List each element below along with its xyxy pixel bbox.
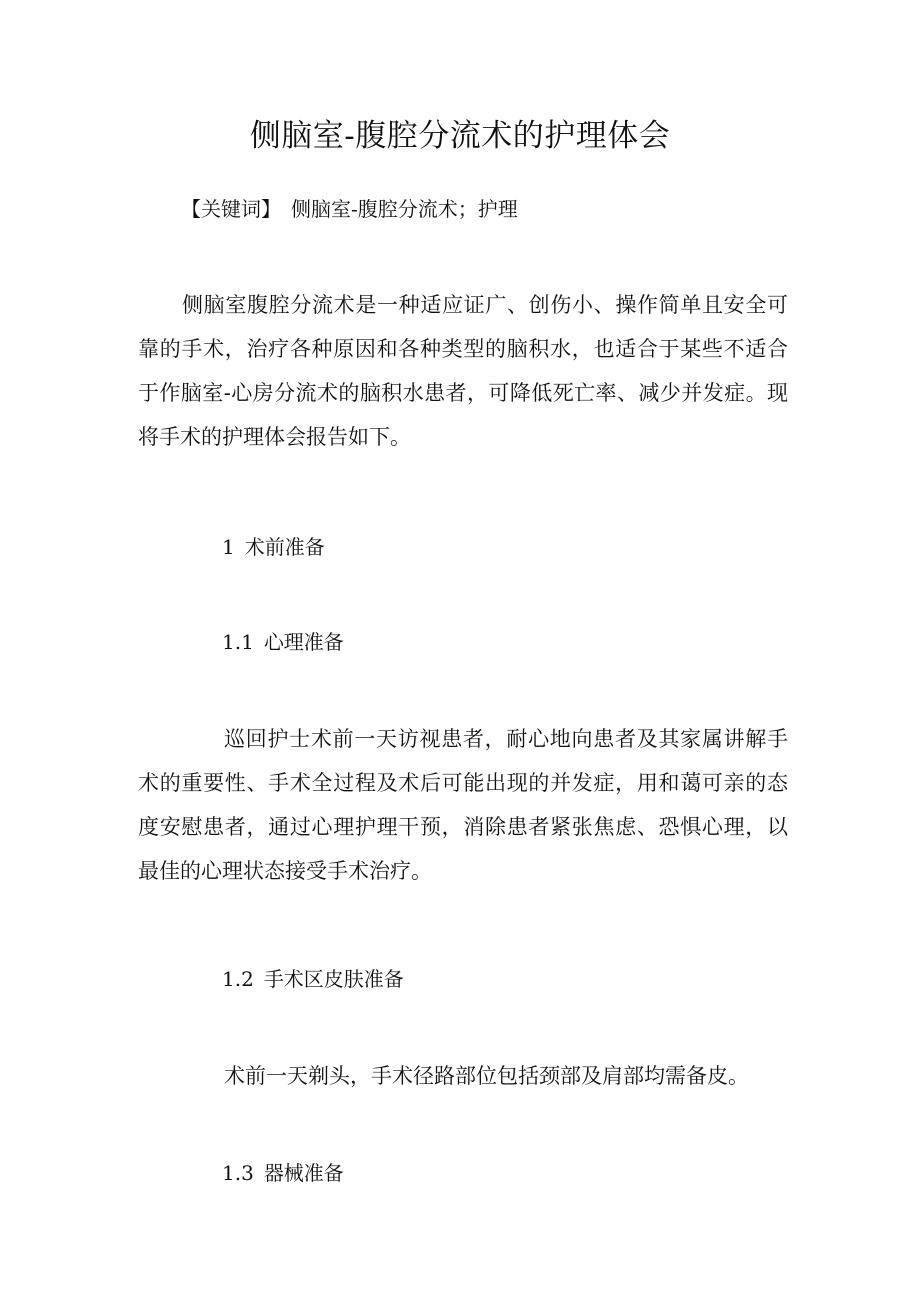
section-heading-1 <box>222 531 325 563</box>
section-title: 术前准备 <box>244 535 325 559</box>
section-heading-1-2 <box>222 963 404 995</box>
section-number: 1 <box>222 535 235 559</box>
section-title: 器械准备 <box>263 1161 344 1185</box>
section-number: 1.3 <box>222 1161 254 1185</box>
section-1-1-paragraph: 巡回护士术前一天访视患者，耐心地向患者及其家属讲解手术的重要性、手术全过程及术后可能出现的并发症，用和蔼可亲的态度安慰患者，通过心理护理干预，消除患者紧张焦虑、恐惧心理，以最佳的心理状态接受手术治疗。 <box>138 727 788 883</box>
keywords-value: 侧脑室-腹腔分流术；护理 <box>291 197 518 221</box>
keywords-line <box>181 193 518 225</box>
section-heading-1-3 <box>222 1157 344 1189</box>
section-number: 1.2 <box>222 967 254 991</box>
section-title: 心理准备 <box>263 630 344 654</box>
section-title: 手术区皮肤准备 <box>263 967 404 991</box>
section-number: 1.1 <box>222 630 254 654</box>
intro-paragraph: 侧脑室腹腔分流术是一种适应证广、创伤小、操作简单且安全可靠的手术，治疗各种原因和各种类型的脑积水，也适合于某些不适合于作脑室-心房分流术的脑积水患者，可降低死亡率、减少并发症。现将手术的护理体会报告如下。 <box>138 293 788 449</box>
keywords-label: 【关键词】 <box>181 197 281 221</box>
section-1-2-paragraph: 术前一天剃头，手术径路部位包括颈部及肩部均需备皮。 <box>224 1064 749 1088</box>
section-heading-1-1 <box>222 626 344 658</box>
document-title: 侧脑室-腹腔分流术的护理体会 <box>249 118 671 154</box>
